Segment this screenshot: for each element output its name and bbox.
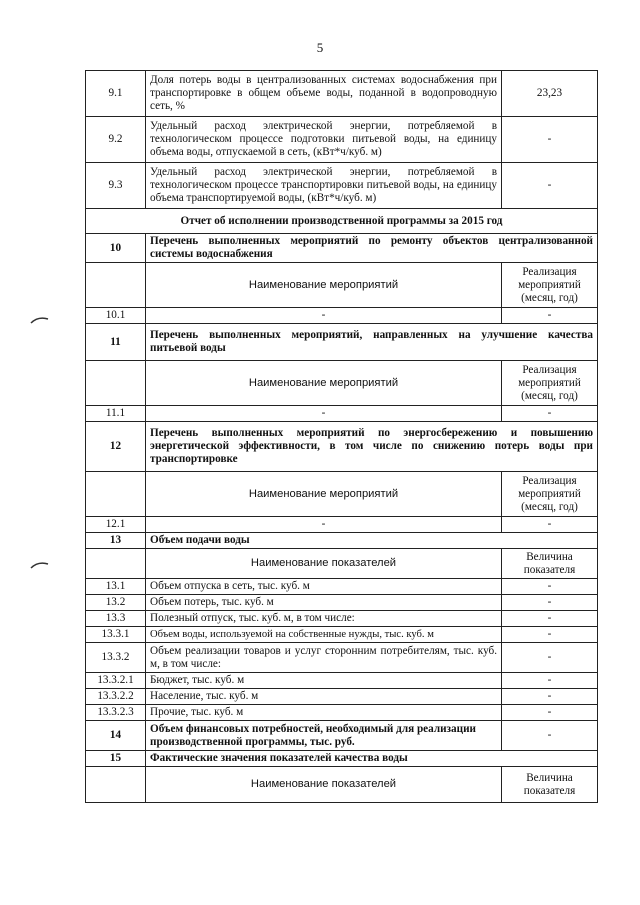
- column-header-value: Величина показателя: [502, 767, 598, 803]
- row-heading: Объем финансовых потребностей, необходимый для реализации производственной программы, тыс. руб.: [146, 721, 502, 751]
- empty-cell: [86, 361, 146, 406]
- table-row: [86, 533, 598, 549]
- row-number: 13.3.1: [86, 627, 146, 643]
- row-number: 15: [86, 751, 146, 767]
- row-value: -: [502, 689, 598, 705]
- table-row: [86, 673, 598, 689]
- row-heading: Перечень выполненных мероприятий по ремонту объектов централизованной системы водоснабжения: [146, 234, 598, 263]
- table-row: [86, 705, 598, 721]
- table-row: [86, 117, 598, 163]
- row-number: 13.3.2: [86, 643, 146, 673]
- row-number: 9.1: [86, 71, 146, 117]
- table-row: [86, 595, 598, 611]
- row-value: 23,23: [502, 71, 598, 117]
- table-header-row: [86, 767, 598, 803]
- row-number: 10: [86, 234, 146, 263]
- row-text: Прочие, тыс. куб. м: [146, 705, 502, 721]
- column-header-realization: Реализация мероприятий (месяц, год): [502, 472, 598, 517]
- column-header-value: Величина показателя: [502, 549, 598, 579]
- row-number: 14: [86, 721, 146, 751]
- table-row: [86, 234, 598, 263]
- table-row: [86, 422, 598, 472]
- row-heading: Перечень выполненных мероприятий по энергосбережению и повышению энергетической эффективности, в том числе по снижению потерь воды при транспортировке: [146, 422, 598, 472]
- table-row: [86, 721, 598, 751]
- row-number: 11: [86, 324, 146, 361]
- table-row: [86, 751, 598, 767]
- row-text: -: [146, 517, 502, 533]
- row-text: Объем реализации товаров и услуг сторонним потребителям, тыс. куб. м, в том числе:: [146, 643, 502, 673]
- punch-hole-mark-top: [30, 315, 50, 325]
- section-row: [86, 209, 598, 234]
- row-number: 13.3.2.2: [86, 689, 146, 705]
- row-number: 10.1: [86, 308, 146, 324]
- column-header-realization: Реализация мероприятий (месяц, год): [502, 263, 598, 308]
- row-number: 13.2: [86, 595, 146, 611]
- row-value: -: [502, 673, 598, 689]
- row-number: 9.2: [86, 117, 146, 163]
- page-number: 5: [316, 40, 324, 55]
- row-number: 11.1: [86, 406, 146, 422]
- column-header-name: Наименование показателей: [146, 767, 502, 803]
- row-number: 12: [86, 422, 146, 472]
- row-value: -: [502, 595, 598, 611]
- row-value: -: [502, 517, 598, 533]
- row-value: -: [502, 627, 598, 643]
- section-title: Отчет об исполнении производственной программы за 2015 год: [86, 209, 598, 234]
- row-text: -: [146, 406, 502, 422]
- row-number: 13.1: [86, 579, 146, 595]
- row-text: Бюджет, тыс. куб. м: [146, 673, 502, 689]
- row-value: -: [502, 705, 598, 721]
- table-row: [86, 71, 598, 117]
- table-header-row: [86, 263, 598, 308]
- row-text: Полезный отпуск, тыс. куб. м, в том числе:: [146, 611, 502, 627]
- table-row: [86, 308, 598, 324]
- row-value: -: [502, 406, 598, 422]
- table-row: [86, 517, 598, 533]
- row-text: Объем воды, используемой на собственные нужды, тыс. куб. м: [146, 627, 502, 643]
- row-text: Объем потерь, тыс. куб. м: [146, 595, 502, 611]
- table-header-row: [86, 361, 598, 406]
- empty-cell: [86, 263, 146, 308]
- row-value: -: [502, 643, 598, 673]
- row-text: Население, тыс. куб. м: [146, 689, 502, 705]
- empty-cell: [86, 472, 146, 517]
- row-text: Удельный расход электрической энергии, потребляемой в технологическом процессе подготовки питьевой воды, на единицу объема воды, отпускаемой в сеть, (кВт*ч/куб. м): [146, 117, 502, 163]
- row-text: -: [146, 308, 502, 324]
- row-value: -: [502, 163, 598, 209]
- column-header-realization: Реализация мероприятий (месяц, год): [502, 361, 598, 406]
- row-text: Объем отпуска в сеть, тыс. куб. м: [146, 579, 502, 595]
- table-row: [86, 611, 598, 627]
- row-number: 13.3.2.1: [86, 673, 146, 689]
- table-row: [86, 324, 598, 361]
- empty-cell: [86, 549, 146, 579]
- row-value: -: [502, 308, 598, 324]
- row-number: 13.3.2.3: [86, 705, 146, 721]
- column-header-name: Наименование мероприятий: [146, 361, 502, 406]
- table-row: [86, 163, 598, 209]
- punch-hole-mark-bottom: [30, 560, 50, 570]
- table-row: [86, 643, 598, 673]
- column-header-name: Наименование показателей: [146, 549, 502, 579]
- row-heading: Фактические значения показателей качества воды: [146, 751, 598, 767]
- column-header-name: Наименование мероприятий: [146, 472, 502, 517]
- row-value: -: [502, 721, 598, 751]
- row-text: Доля потерь воды в централизованных системах водоснабжения при транспортировке в общем объеме воды, поданной в водопроводную сеть, %: [146, 71, 502, 117]
- table-row: [86, 579, 598, 595]
- row-value: -: [502, 579, 598, 595]
- row-value: -: [502, 611, 598, 627]
- row-number: 13: [86, 533, 146, 549]
- table-row: [86, 406, 598, 422]
- column-header-name: Наименование мероприятий: [146, 263, 502, 308]
- row-heading: Перечень выполненных мероприятий, направленных на улучшение качества питьевой воды: [146, 324, 598, 361]
- row-value: -: [502, 117, 598, 163]
- row-text: Удельный расход электрической энергии, потребляемой в технологическом процессе транспортировки питьевой воды, на единицу объема транспортируемой воды, (кВт*ч/куб. м): [146, 163, 502, 209]
- row-number: 9.3: [86, 163, 146, 209]
- table-header-row: [86, 472, 598, 517]
- table-row: [86, 689, 598, 705]
- empty-cell: [86, 767, 146, 803]
- row-number: 13.3: [86, 611, 146, 627]
- report-table: [85, 70, 598, 803]
- table-row: [86, 627, 598, 643]
- row-heading: Объем подачи воды: [146, 533, 598, 549]
- table-header-row: [86, 549, 598, 579]
- row-number: 12.1: [86, 517, 146, 533]
